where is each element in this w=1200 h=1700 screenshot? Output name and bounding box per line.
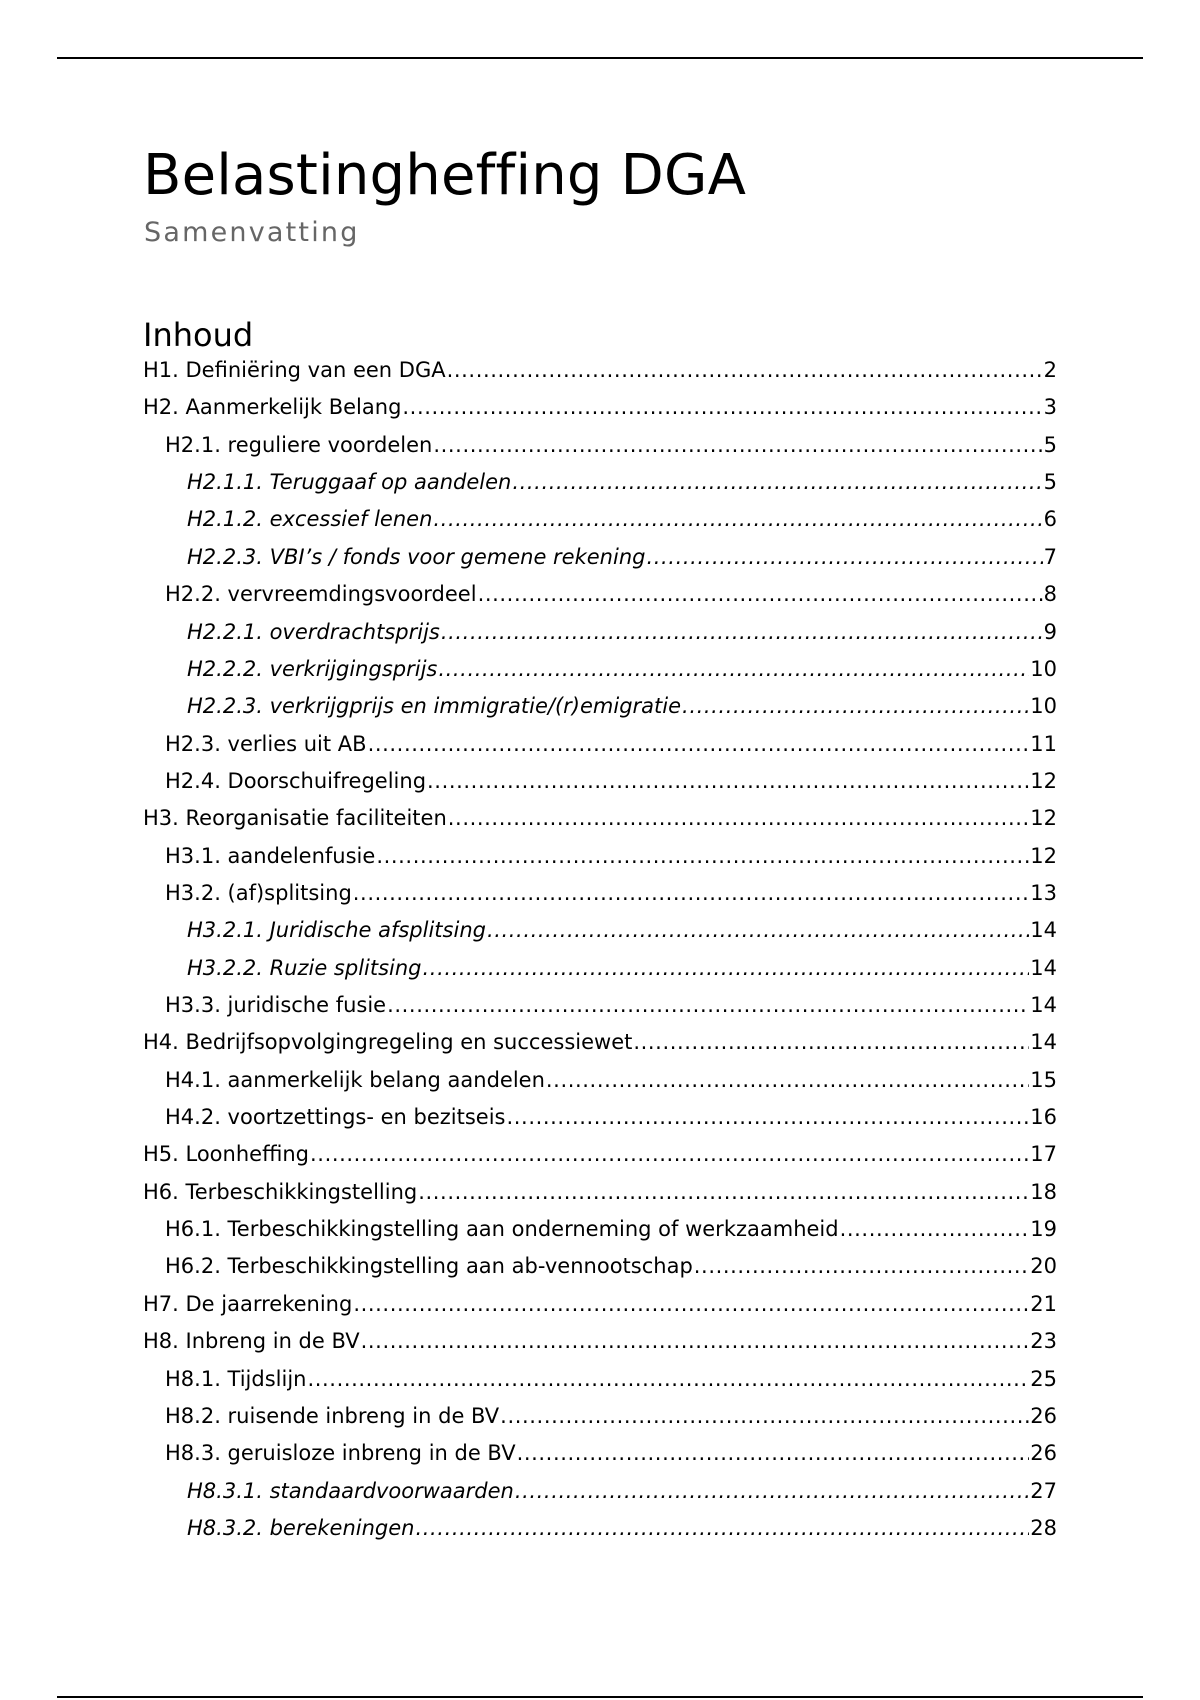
toc-entry[interactable] (187, 1513, 1057, 1543)
toc-entry[interactable] (143, 1177, 1057, 1207)
toc-entry[interactable] (143, 1139, 1057, 1169)
toc-dot-leader (307, 1364, 1029, 1394)
toc-entry[interactable] (187, 542, 1057, 572)
toc-dot-leader (478, 579, 1043, 609)
toc-entry-page-number: 12 (1030, 768, 1057, 793)
toc-entry-page-number: 5 (1043, 470, 1057, 495)
toc-entry[interactable] (165, 1251, 1057, 1281)
toc-entry-label: H2.3. verlies uit AB (165, 731, 367, 756)
toc-dot-leader (387, 990, 1029, 1020)
toc-entry-page-number: 9 (1043, 619, 1057, 644)
toc-entry-label: H3.2.2. Ruzie splitsing (187, 955, 422, 980)
toc-entry-page-number: 10 (1030, 656, 1057, 681)
toc-entry[interactable] (143, 355, 1057, 385)
page-bottom-rule (57, 1696, 1143, 1698)
toc-entry[interactable] (187, 504, 1057, 534)
toc-entry[interactable] (143, 392, 1057, 422)
toc-entry-page-number: 12 (1030, 843, 1057, 868)
toc-entry[interactable] (187, 691, 1057, 721)
toc-entry-label: H2.2.1. overdrachtsprijs (187, 619, 440, 644)
toc-dot-leader (447, 355, 1043, 385)
toc-entry-label: H6.2. Terbeschikkingstelling aan ab-vennootschap (165, 1254, 693, 1279)
toc-dot-leader (448, 803, 1030, 833)
toc-entry-label: H3. Reorganisatie faciliteiten (143, 806, 447, 831)
toc-entry-label: H2.2.3. VBI’s / fonds voor gemene rekening (187, 544, 646, 569)
toc-dot-leader (487, 915, 1029, 945)
toc-dot-leader (361, 1326, 1030, 1356)
toc-entry-page-number: 2 (1043, 358, 1057, 382)
toc-entry-label: H4. Bedrijfsopvolgingregeling en successiewet (143, 1030, 633, 1055)
toc-entry-label: H4.1. aanmerkelijk belang aandelen (165, 1067, 545, 1092)
toc-entry-page-number: 20 (1030, 1254, 1057, 1279)
toc-entry[interactable] (165, 1065, 1057, 1095)
toc-dot-leader (418, 1177, 1029, 1207)
toc-entry[interactable] (143, 1027, 1057, 1057)
toc-entry[interactable] (165, 729, 1057, 759)
toc-entry[interactable] (165, 1214, 1057, 1244)
toc-heading: Inhoud (143, 316, 254, 354)
toc-dot-leader (515, 1476, 1029, 1506)
toc-dot-leader (646, 542, 1042, 572)
toc-entry-page-number: 28 (1030, 1515, 1057, 1540)
toc-entry-label: H3.2.1. Juridische afsplitsing (187, 918, 486, 943)
toc-entry[interactable] (165, 579, 1057, 609)
toc-entry-page-number: 23 (1030, 1329, 1057, 1354)
toc-entry[interactable] (187, 915, 1057, 945)
toc-entry-page-number: 10 (1030, 694, 1057, 719)
toc-entry[interactable] (187, 953, 1057, 983)
toc-entry-page-number: 19 (1030, 1217, 1057, 1242)
toc-entry-page-number: 26 (1030, 1441, 1057, 1466)
document-subtitle: Samenvatting (144, 217, 360, 248)
toc-entry[interactable] (143, 1289, 1057, 1319)
toc-entry[interactable] (143, 1326, 1057, 1356)
toc-dot-leader (694, 1251, 1029, 1281)
toc-entry[interactable] (165, 1438, 1057, 1468)
toc-dot-leader (415, 1513, 1029, 1543)
toc-dot-leader (353, 878, 1029, 908)
toc-entry-page-number: 14 (1030, 993, 1057, 1017)
toc-entry-page-number: 26 (1030, 1403, 1057, 1428)
toc-entry-page-number: 18 (1030, 1179, 1057, 1204)
toc-dot-leader (682, 691, 1029, 721)
toc-entry[interactable] (165, 841, 1057, 871)
toc-entry[interactable] (165, 990, 1057, 1020)
toc-entry-label: H2.2.2. verkrijgingsprijs (187, 656, 438, 681)
toc-entry-page-number: 14 (1030, 918, 1057, 943)
toc-entry-label: H4.2. voortzettings- en bezitseis (165, 1105, 506, 1129)
document-title: Belastingheffing DGA (143, 143, 747, 208)
toc-entry[interactable] (187, 617, 1057, 647)
toc-entry[interactable] (187, 654, 1057, 684)
toc-dot-leader (402, 392, 1042, 422)
toc-dot-leader (376, 841, 1029, 871)
toc-entry-page-number: 14 (1030, 955, 1057, 980)
toc-entry-label: H2.1.2. excessief lenen (187, 507, 433, 532)
toc-entry[interactable] (165, 1364, 1057, 1394)
toc-dot-leader (368, 729, 1030, 759)
toc-entry-label: H1. Definiëring van een DGA (143, 358, 446, 382)
toc-entry-label: H6.1. Terbeschikkingstelling aan onderneming of werkzaamheid (165, 1217, 839, 1242)
toc-entry-label: H3.2. (af)splitsing (165, 880, 352, 905)
toc-dot-leader (507, 1102, 1030, 1132)
toc-entry-page-number: 6 (1043, 507, 1057, 532)
toc-entry-label: H2.1. reguliere voordelen (165, 432, 433, 457)
toc-entry-page-number: 3 (1043, 395, 1057, 420)
toc-dot-leader (423, 953, 1030, 983)
toc-dot-leader (438, 654, 1029, 684)
toc-entry-label: H6. Terbeschikkingstelling (143, 1179, 418, 1204)
toc-entry-page-number: 12 (1030, 806, 1057, 831)
toc-entry-label: H8.3.2. berekeningen (187, 1515, 415, 1540)
toc-entry-page-number: 27 (1030, 1478, 1057, 1503)
toc-entry-label: H8.3.1. standaardvoorwaarden (187, 1478, 514, 1503)
toc-entry[interactable] (165, 878, 1057, 908)
toc-dot-leader (441, 617, 1043, 647)
toc-dot-leader (840, 1214, 1030, 1244)
toc-entry-label: H2. Aanmerkelijk Belang (143, 395, 402, 420)
toc-entry[interactable] (165, 766, 1057, 796)
toc-dot-leader (433, 504, 1042, 534)
toc-dot-leader (517, 1438, 1030, 1468)
toc-entry-page-number: 8 (1043, 582, 1057, 607)
toc-dot-leader (546, 1065, 1029, 1095)
toc-dot-leader (353, 1289, 1029, 1319)
toc-entry-page-number: 21 (1030, 1291, 1057, 1316)
toc-entry[interactable] (165, 430, 1057, 460)
toc-entry-label: H2.4. Doorschuifregeling (165, 768, 427, 793)
toc-entry-label: H8.2. ruisende inbreng in de BV (165, 1403, 500, 1428)
toc-entry-label: H7. De jaarrekening (143, 1291, 353, 1316)
toc-entry-page-number: 5 (1043, 432, 1057, 457)
toc-dot-leader (427, 766, 1029, 796)
toc-entry-label: H8. Inbreng in de BV (143, 1329, 360, 1354)
toc-entry[interactable] (143, 803, 1057, 833)
toc-dot-leader (633, 1027, 1029, 1057)
toc-entry[interactable] (165, 1102, 1057, 1132)
toc-entry[interactable] (165, 1401, 1057, 1431)
toc-entry[interactable] (187, 1476, 1057, 1506)
toc-entry-page-number: 25 (1030, 1366, 1057, 1391)
toc-entry-label: H2.2.3. verkrijgprijs en immigratie/(r)emigratie (187, 694, 682, 719)
toc-entry-page-number: 13 (1030, 880, 1057, 905)
toc-entry-page-number: 11 (1030, 731, 1057, 756)
toc-entry-label: H5. Loonheffing (143, 1142, 310, 1167)
toc-entry-page-number: 15 (1030, 1067, 1057, 1092)
toc-entry-page-number: 7 (1043, 544, 1057, 569)
toc-entry-page-number: 16 (1030, 1105, 1057, 1129)
toc-dot-leader (310, 1139, 1029, 1169)
toc-entry-label: H2.1.1. Teruggaaf op aandelen (187, 470, 512, 495)
toc-dot-leader (433, 430, 1042, 460)
toc-entry-label: H3.1. aandelenfusie (165, 843, 376, 868)
toc-entry-label: H8.1. Tijdslijn (165, 1366, 307, 1391)
toc-entry-page-number: 14 (1030, 1030, 1057, 1055)
toc-entry-page-number: 17 (1030, 1142, 1057, 1167)
toc-entry[interactable] (187, 467, 1057, 497)
toc-dot-leader (500, 1401, 1029, 1431)
toc-entry-label: H8.3. geruisloze inbreng in de BV (165, 1441, 516, 1466)
toc-entry-label: H3.3. juridische fusie (165, 993, 387, 1017)
toc-entry-label: H2.2. vervreemdingsvoordeel (165, 582, 477, 607)
toc-dot-leader (512, 467, 1042, 497)
